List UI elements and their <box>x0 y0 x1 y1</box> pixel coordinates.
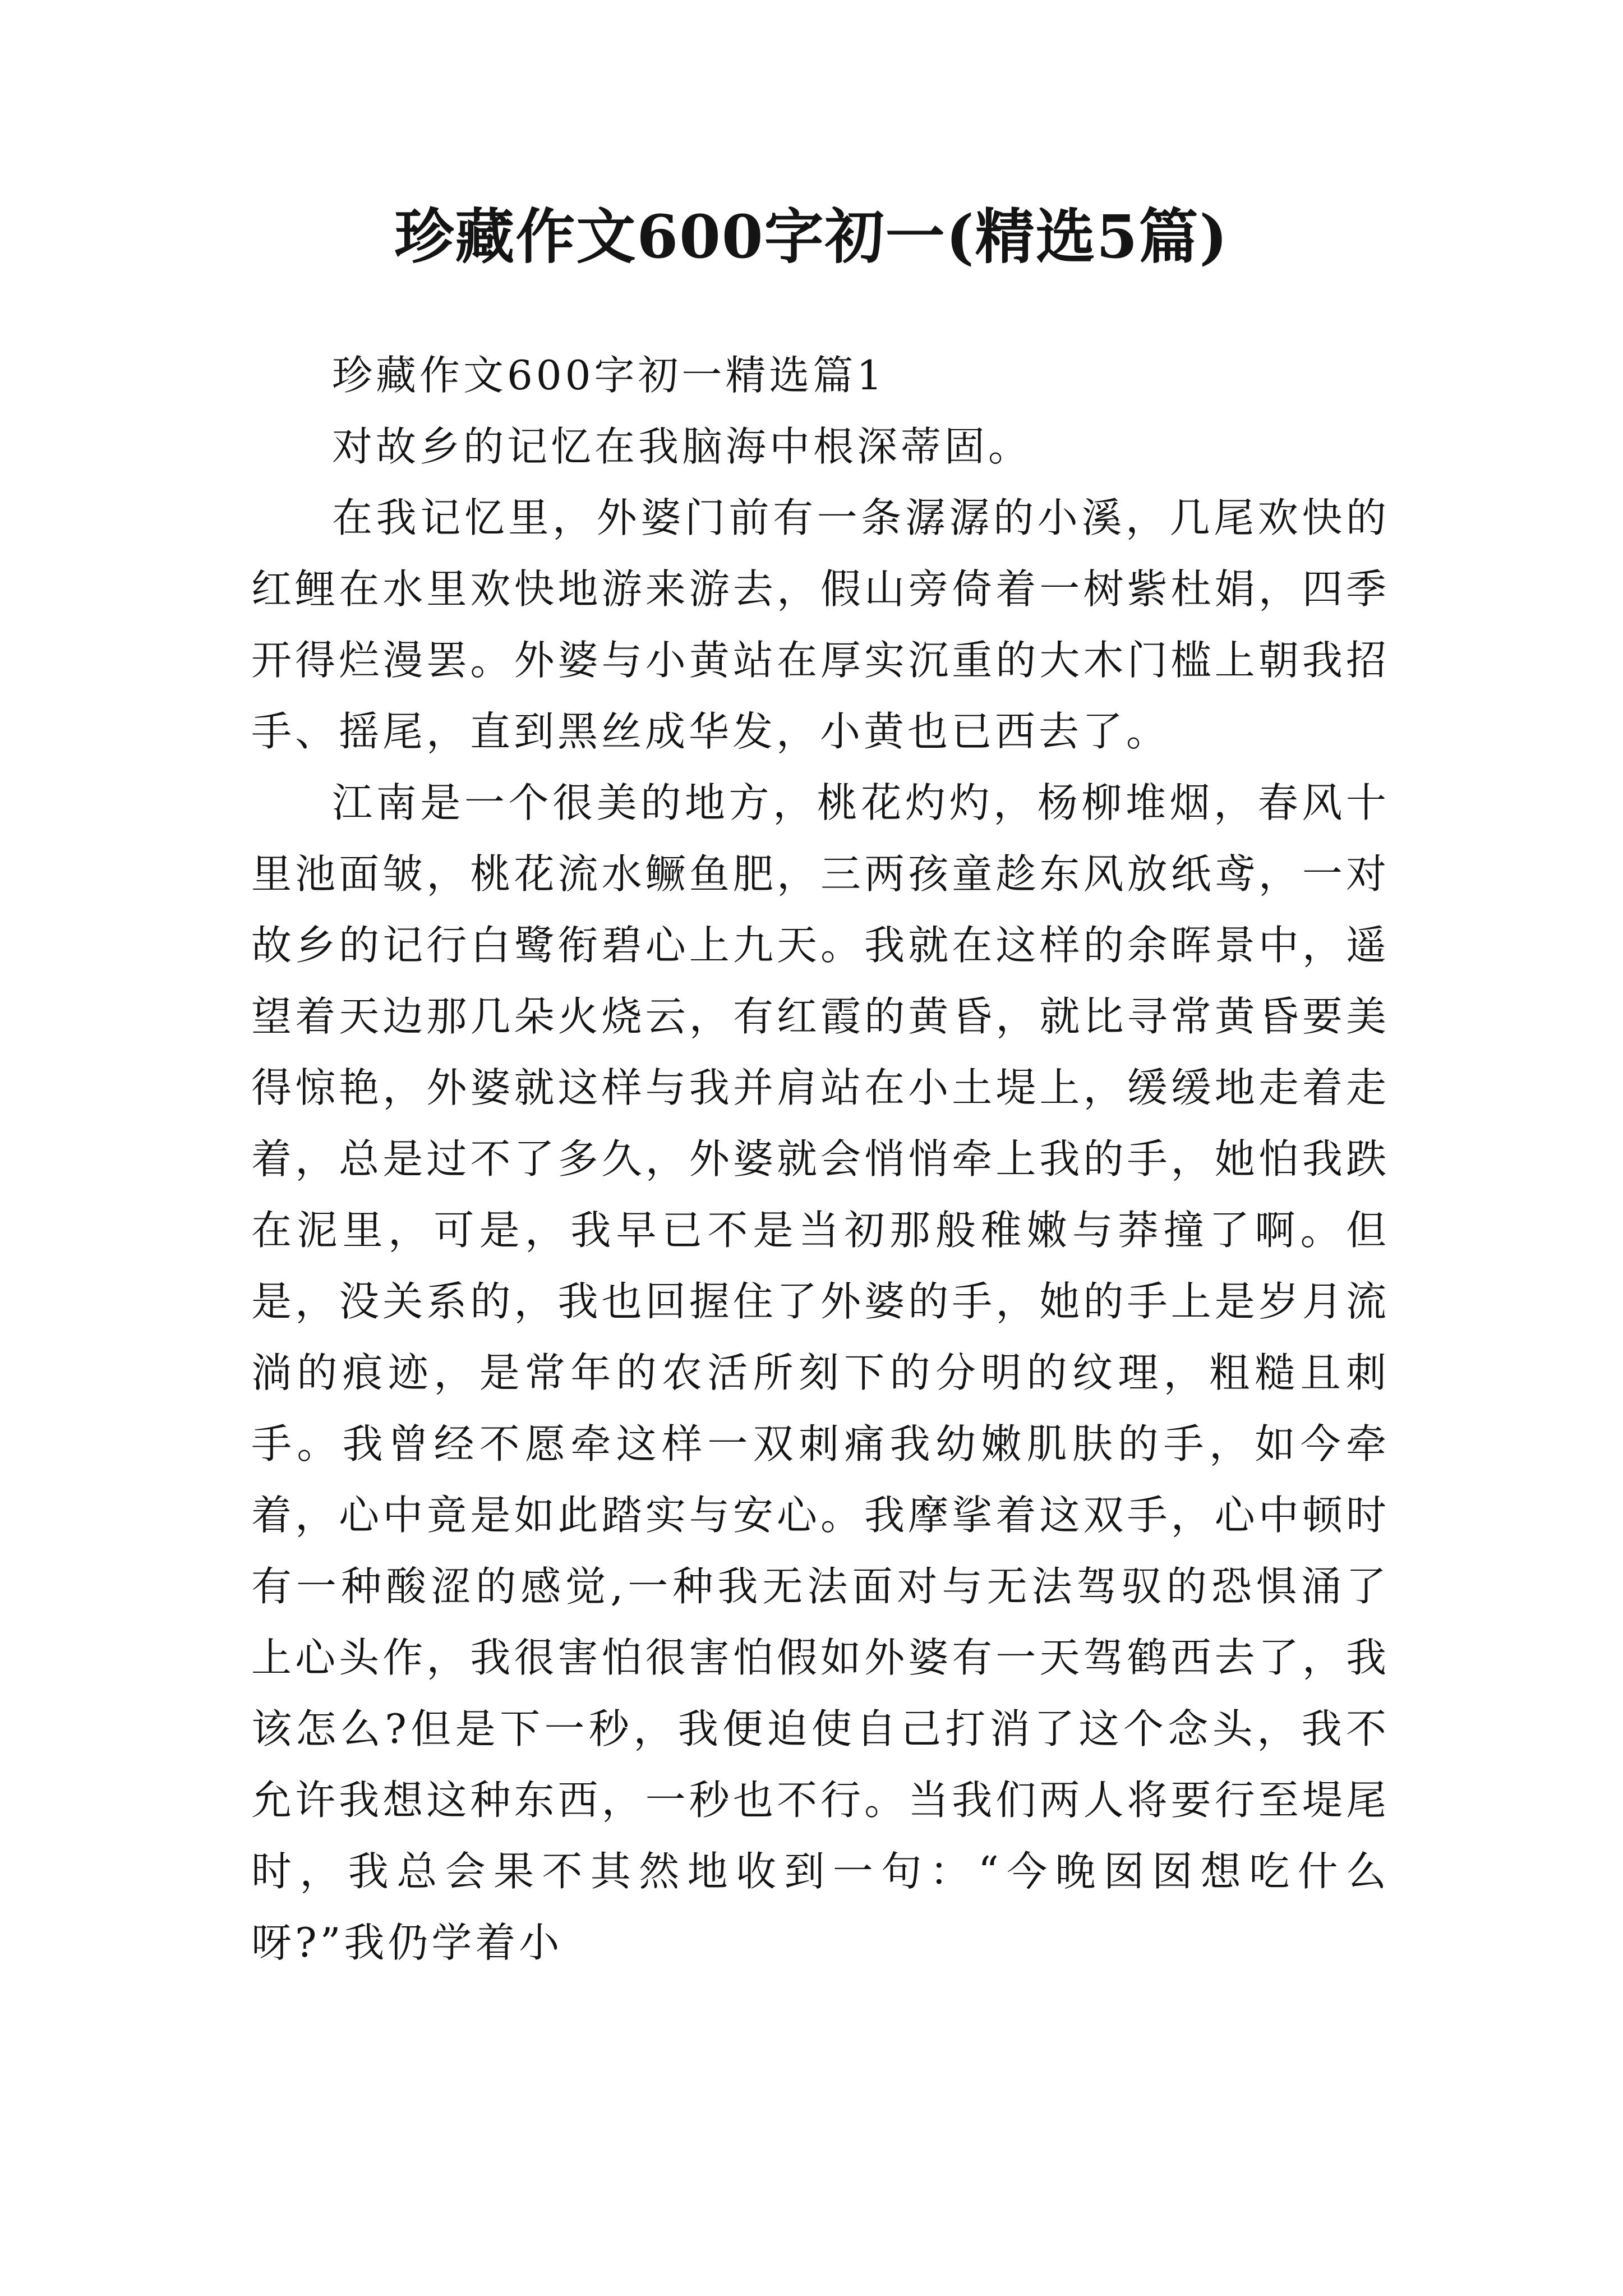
section-heading: 珍藏作文600字初一精选篇1 <box>332 352 886 399</box>
document-body <box>251 340 1390 1978</box>
paragraph: 在我记忆里，外婆门前有一条潺潺的小溪，几尾欢快的红鲤在水里欢快地游来游去，假山旁倚着一树紫杜娟，四季开得烂漫罢。外婆与小黄站在厚实沉重的大木门槛上朝我招手、摇尾，直到黑丝成华发，小黄也已西去了。 <box>251 494 1390 755</box>
paragraph: 对故乡的记忆在我脑海中根深蒂固。 <box>332 423 1032 470</box>
document-title: 珍藏作文600字初一(精选5篇) <box>394 201 1229 272</box>
paragraph: 江南是一个很美的地方，桃花灼灼，杨柳堆烟，春风十里池面皱，桃花流水鳜鱼肥，三两孩童趁东风放纸鸢，一对故乡的记行白鹭衔碧心上九天。我就在这样的余晖景中，遥望着天边那几朵火烧云，有红霞的黄昏，就比寻常黄昏要美得惊艳，外婆就这样与我并肩站在小土堤上，缓缓地走着走着，总是过不了多久，外婆就会悄悄牵上我的手，她怕我跌在泥里，可是，我早已不是当初那般稚嫩与莽撞了啊。但是，没关系的，我也回握住了外婆的手，她的手上是岁月流淌的痕迹，是常年的农活所刻下的分明的纹理，粗糙且刺手。我曾经不愿牵这样一双刺痛我幼嫩肌肤的手，如今牵着，心中竟是如此踏实与安心。我摩挲着这双手，心中顿时有一种酸涩的感觉,一种我无法面对与无法驾驭的恐惧涌了上心头作，我很害怕很害怕假如外婆有一天驾鹤西去了，我该怎么?但是下一秒，我便迫使自己打消了这个念头，我不允许我想这种东西，一秒也不行。当我们两人将要行至堤尾时，我总会果不其然地收到一句：“今晚囡囡想吃什么呀?”我仍学着小 <box>251 779 1390 1966</box>
